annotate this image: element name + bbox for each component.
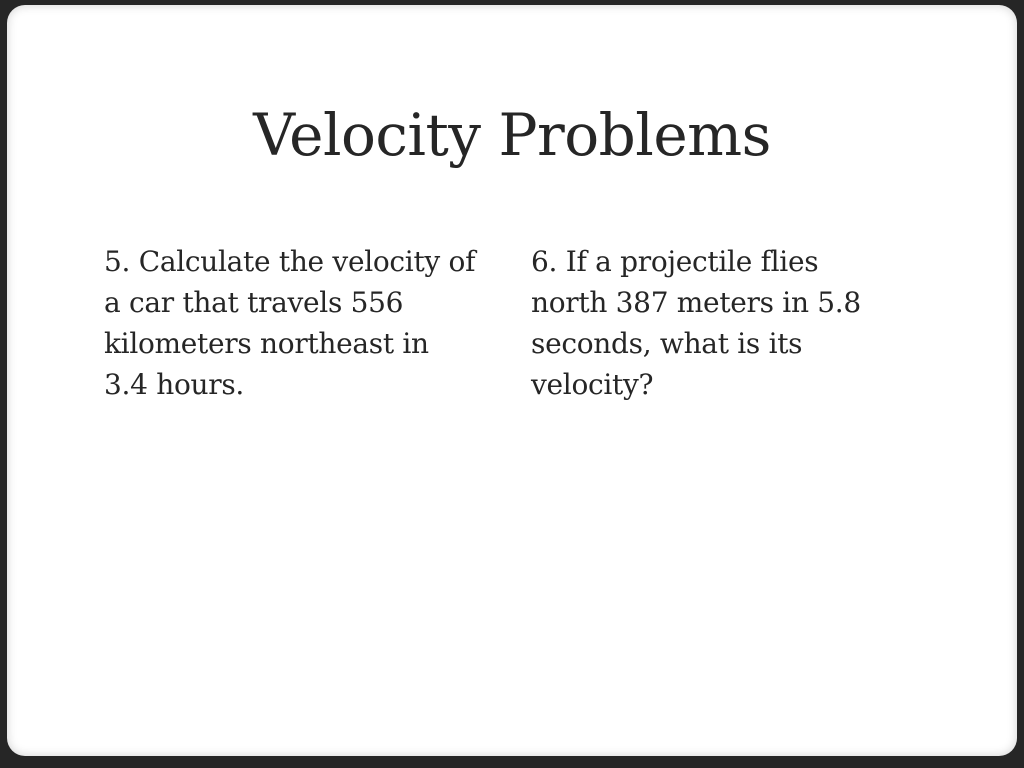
- problem-6-line-3: seconds, what is its: [531, 327, 803, 360]
- problem-5-line-3: kilometers northeast in: [104, 327, 429, 360]
- problem-5-line-1: 5. Calculate the velocity of: [104, 245, 476, 278]
- slide: [7, 5, 1017, 756]
- problem-6-line-2: north 387 meters in 5.8: [531, 286, 861, 319]
- problem-5-line-4: 3.4 hours.: [104, 368, 245, 401]
- problem-6: [531, 241, 931, 405]
- problem-6-line-4: velocity?: [531, 368, 654, 401]
- problem-5: [104, 241, 504, 405]
- problem-5-line-2: a car that travels 556: [104, 286, 404, 319]
- slide-title: Velocity Problems: [253, 101, 771, 169]
- problem-6-line-1: 6. If a projectile flies: [531, 245, 819, 278]
